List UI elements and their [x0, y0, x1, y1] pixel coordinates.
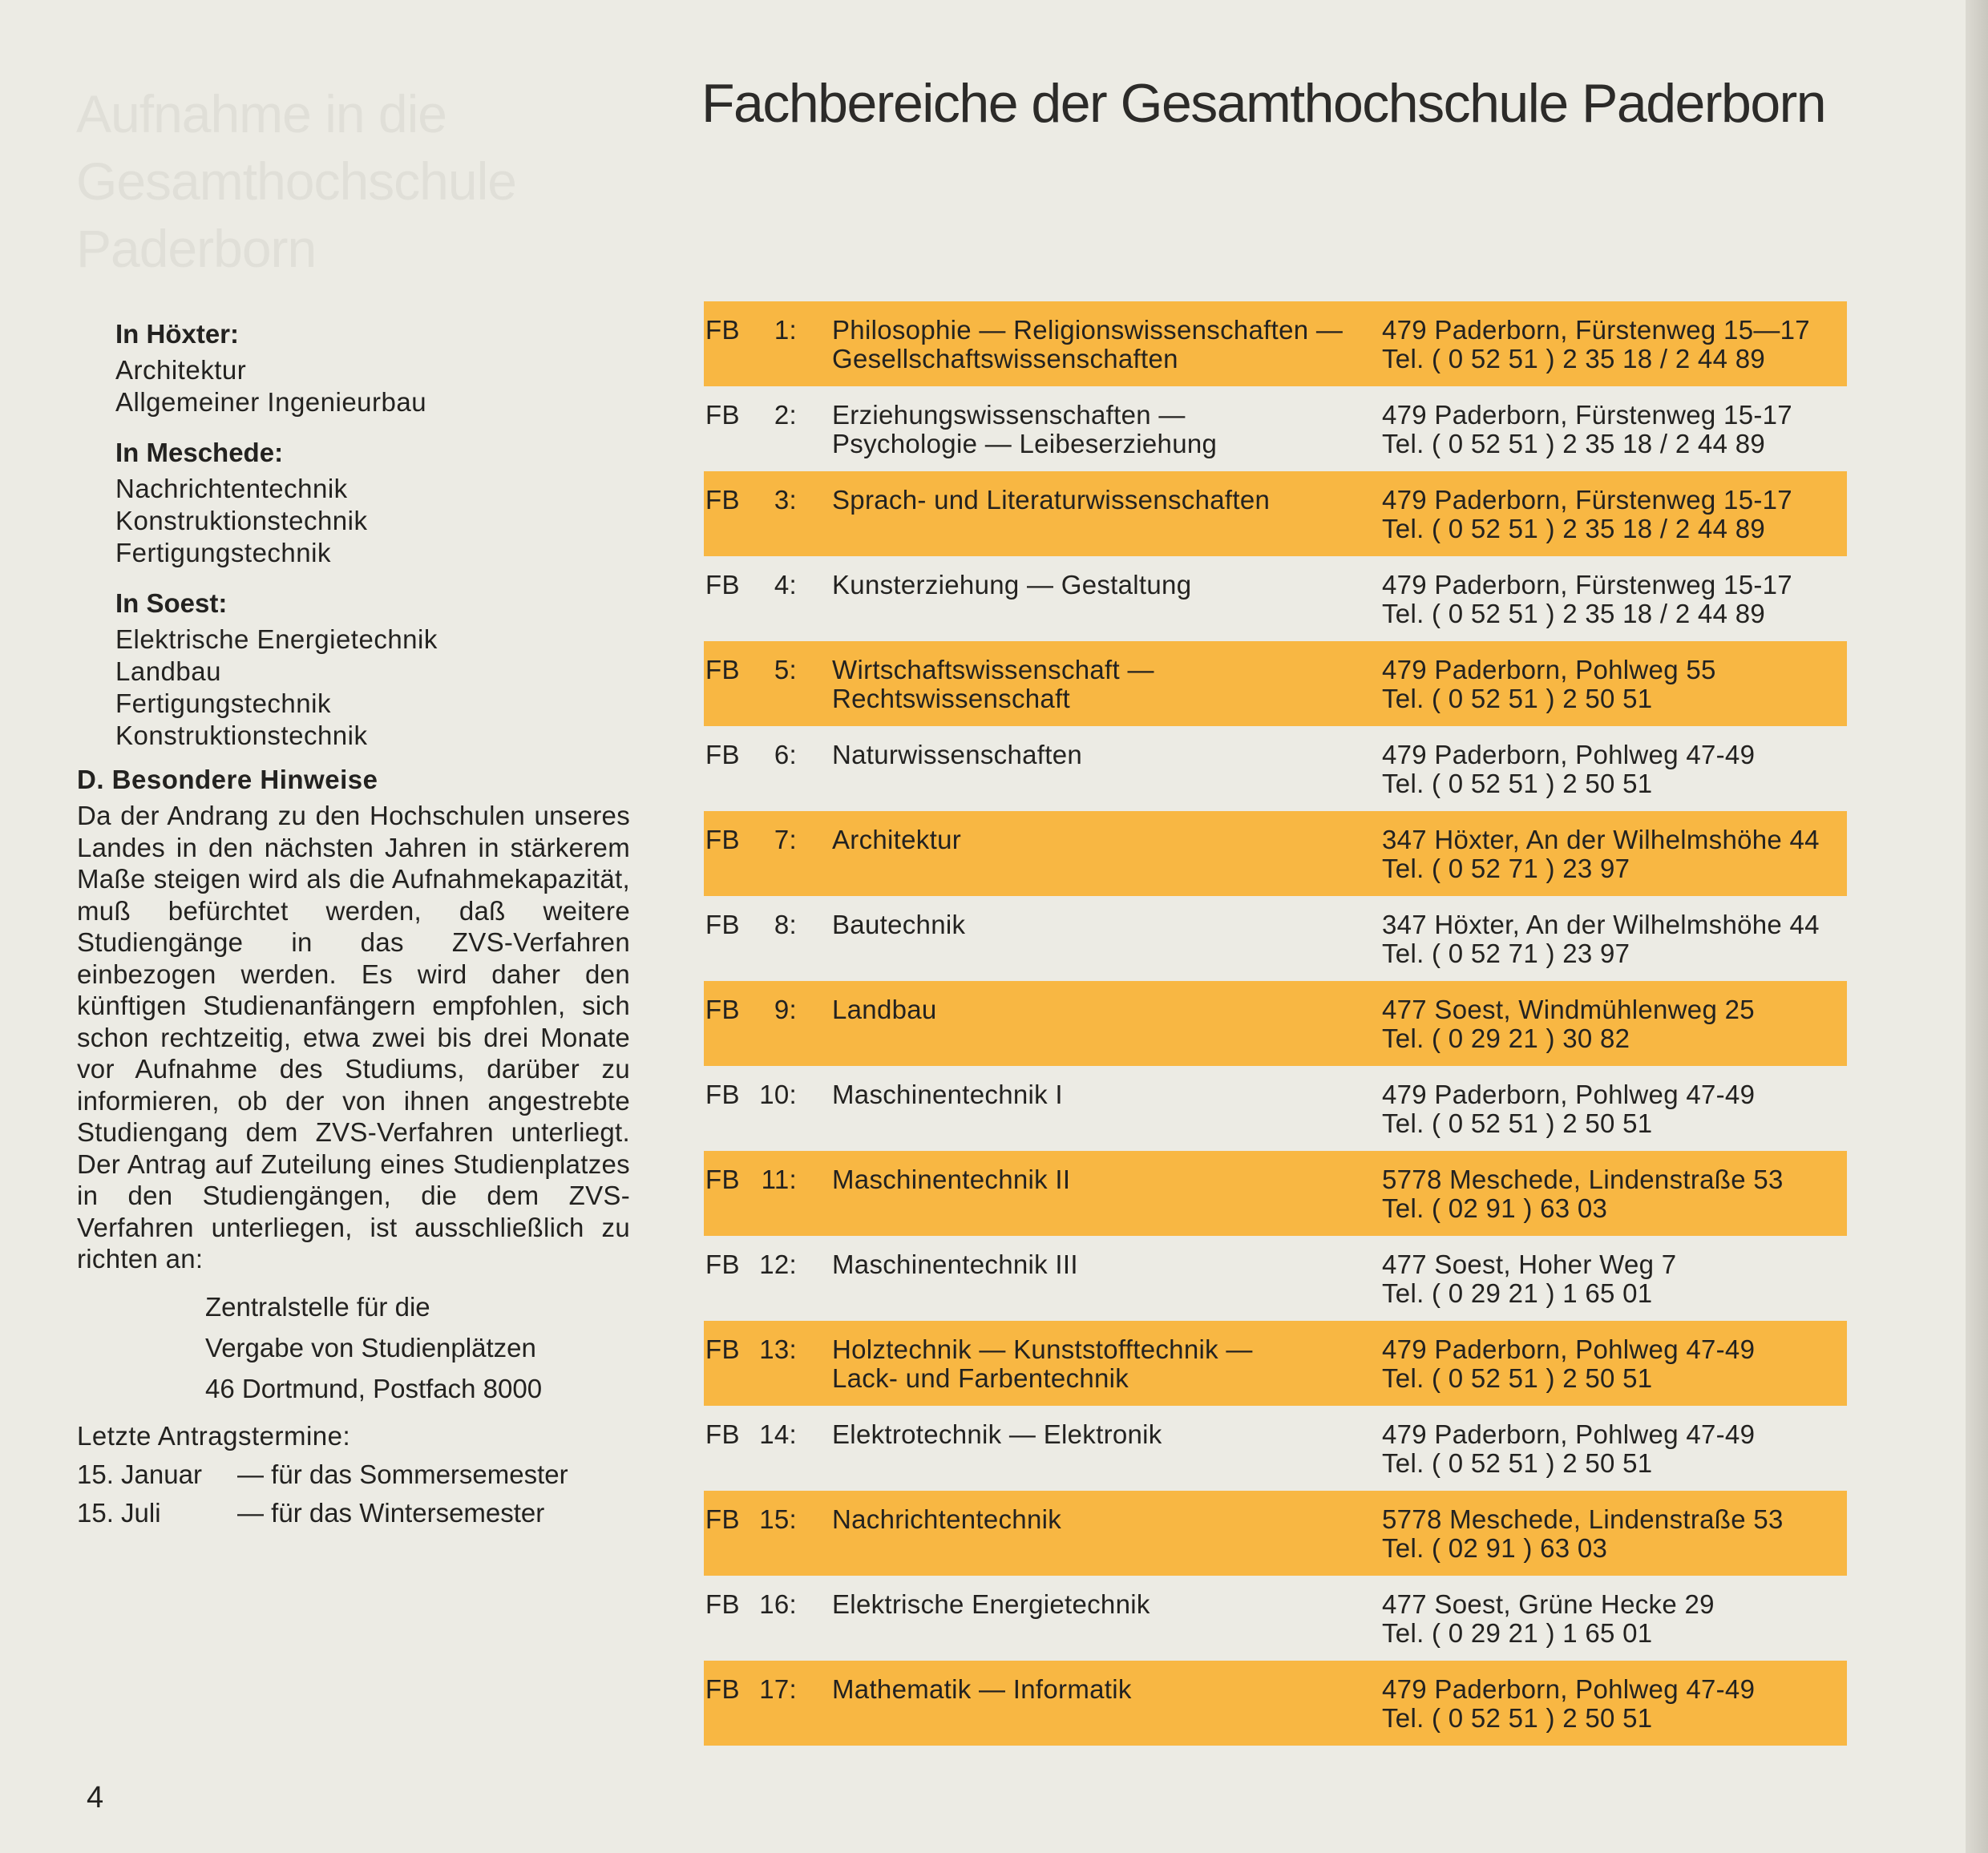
page-number: 4: [87, 1781, 104, 1815]
department-label-line: FB: [705, 315, 740, 345]
department-name-line: Mathematik — Informatik: [832, 1674, 1132, 1704]
department-address-line: Tel. ( 0 29 21 ) 30 82: [1382, 1023, 1630, 1053]
department-address: [1382, 741, 1847, 798]
deadline-text: — für das Sommersemester: [237, 1459, 568, 1489]
department-name: [832, 401, 1353, 458]
department-number-line: 7:: [774, 825, 797, 854]
department-address: [1382, 1505, 1847, 1563]
department-address: [1382, 826, 1847, 883]
department-number-line: 17:: [759, 1674, 797, 1704]
department-number: [747, 1250, 797, 1279]
department-name: [832, 910, 1353, 939]
department-name-line: Elektrotechnik — Elektronik: [832, 1419, 1162, 1449]
department-number-line: 4:: [774, 570, 797, 600]
department-label: [705, 571, 741, 600]
department-name-line: Naturwissenschaften: [832, 740, 1083, 769]
department-name-line: Erziehungswissenschaften —: [832, 400, 1186, 430]
department-name-line: Architektur: [832, 825, 962, 854]
department-name: [832, 741, 1353, 769]
department-number: [747, 1080, 797, 1109]
department-address-line: 479 Paderborn, Fürstenweg 15-17: [1382, 400, 1792, 430]
department-address-line: 479 Paderborn, Pohlweg 55: [1382, 655, 1716, 684]
department-address: [1382, 1250, 1847, 1308]
department-label: [705, 1250, 741, 1279]
department-label-line: FB: [705, 1504, 740, 1534]
department-number-line: 1:: [774, 315, 797, 345]
department-row: [704, 1321, 1847, 1406]
department-name: [832, 486, 1353, 515]
department-address-line: 479 Paderborn, Fürstenweg 15-17: [1382, 485, 1792, 515]
department-address: [1382, 571, 1847, 628]
department-number-line: 2:: [774, 400, 797, 430]
department-name-line: Rechtswissenschaft: [832, 684, 1071, 713]
department-address-line: Tel. ( 0 52 51 ) 2 50 51: [1382, 1363, 1653, 1393]
deadline-label: Letzte Antragstermine:: [77, 1420, 351, 1451]
department-address-line: Tel. ( 0 52 51 ) 2 50 51: [1382, 1448, 1653, 1478]
department-address-line: Tel. ( 0 52 51 ) 2 50 51: [1382, 1108, 1653, 1138]
department-address-line: Tel. ( 0 52 51 ) 2 50 51: [1382, 1703, 1653, 1733]
department-label: [705, 910, 741, 939]
location-subject: Fertigungstechnik: [115, 688, 331, 718]
department-row: [704, 1151, 1847, 1236]
department-label-line: FB: [705, 1249, 740, 1279]
department-number: [747, 741, 797, 769]
department-name: [832, 1590, 1353, 1619]
department-address-line: 347 Höxter, An der Wilhelmshöhe 44: [1382, 910, 1820, 939]
department-number: [747, 656, 797, 684]
department-address-line: 477 Soest, Windmühlenweg 25: [1382, 995, 1755, 1024]
department-number: [747, 486, 797, 515]
department-row: [704, 981, 1847, 1066]
department-address-line: 479 Paderborn, Pohlweg 47-49: [1382, 1334, 1756, 1364]
department-name: [832, 316, 1353, 373]
department-label: [705, 486, 741, 515]
department-name: [832, 1675, 1353, 1704]
department-label: [705, 1420, 741, 1449]
department-address: [1382, 995, 1847, 1053]
department-address-line: 347 Höxter, An der Wilhelmshöhe 44: [1382, 825, 1820, 854]
address-line: 46 Dortmund, Postfach 8000: [205, 1373, 543, 1403]
department-address-line: 477 Soest, Hoher Weg 7: [1382, 1249, 1677, 1279]
department-address-line: Tel. ( 0 52 71 ) 23 97: [1382, 854, 1630, 883]
department-row: [704, 811, 1847, 896]
department-address-line: Tel. ( 0 52 51 ) 2 35 18 / 2 44 89: [1382, 514, 1766, 543]
department-name-line: Elektrische Energietechnik: [832, 1589, 1150, 1619]
department-label: [705, 1590, 741, 1619]
department-label: [705, 656, 741, 684]
department-number: [747, 995, 797, 1024]
department-name-line: Maschinentechnik III: [832, 1249, 1078, 1279]
department-name-line: Holztechnik — Kunststofftechnik —: [832, 1334, 1253, 1364]
department-address-line: Tel. ( 0 52 51 ) 2 35 18 / 2 44 89: [1382, 599, 1766, 628]
department-name-line: Kunsterziehung — Gestaltung: [832, 570, 1192, 600]
department-address-line: 5778 Meschede, Lindenstraße 53: [1382, 1504, 1784, 1534]
department-address: [1382, 1420, 1847, 1478]
location-hoexter: [77, 314, 630, 418]
department-label-line: FB: [705, 655, 740, 684]
department-name: [832, 571, 1353, 600]
ghost-heading-line: Gesamthochschule: [76, 151, 516, 211]
department-number: [747, 1590, 797, 1619]
department-label: [705, 401, 741, 430]
department-address-line: Tel. ( 0 52 71 ) 23 97: [1382, 939, 1630, 968]
department-number-line: 3:: [774, 485, 797, 515]
location-subject: Fertigungstechnik: [115, 538, 331, 567]
location-subject: Architektur: [115, 355, 247, 385]
department-number: [747, 1165, 797, 1194]
department-label: [705, 826, 741, 854]
department-number: [747, 1420, 797, 1449]
address-line: Zentralstelle für die: [205, 1291, 430, 1322]
department-label-line: FB: [705, 1334, 740, 1364]
location-soest: [77, 583, 630, 752]
department-row: [704, 1491, 1847, 1576]
department-name: [832, 1250, 1353, 1279]
department-label: [705, 1165, 741, 1194]
department-label-line: FB: [705, 400, 740, 430]
department-address-line: 477 Soest, Grüne Hecke 29: [1382, 1589, 1715, 1619]
department-number: [747, 1505, 797, 1534]
department-name: [832, 1505, 1353, 1534]
department-address: [1382, 486, 1847, 543]
location-heading: In Soest:: [115, 588, 228, 618]
deadline-date: 15. Juli: [77, 1497, 161, 1528]
location-subject: Nachrichtentechnik: [115, 474, 348, 503]
department-name: [832, 1165, 1353, 1194]
department-number-line: 10:: [759, 1080, 797, 1109]
department-row: [704, 1066, 1847, 1151]
department-label-line: FB: [705, 485, 740, 515]
department-address-line: 5778 Meschede, Lindenstraße 53: [1382, 1165, 1784, 1194]
department-row: [704, 1661, 1847, 1746]
department-name: [832, 1335, 1353, 1393]
department-number-line: 8:: [774, 910, 797, 939]
department-label: [705, 316, 741, 345]
department-name-line: Philosophie — Religionswissenschaften —: [832, 315, 1344, 345]
department-number-line: 11:: [761, 1165, 797, 1194]
department-number-line: 6:: [774, 740, 797, 769]
department-name: [832, 826, 1353, 854]
ghost-heading-line: Aufnahme in die: [76, 84, 446, 143]
page-title: Fachbereiche der Gesamthochschule Paderborn: [701, 73, 1826, 134]
department-name-line: Landbau: [832, 995, 937, 1024]
department-number-line: 14:: [759, 1419, 797, 1449]
notes-heading: D. Besondere Hinweise: [77, 765, 378, 794]
department-address-line: Tel. ( 0 52 51 ) 2 50 51: [1382, 684, 1653, 713]
department-label-line: FB: [705, 1589, 740, 1619]
department-label-line: FB: [705, 1419, 740, 1449]
department-address-line: 479 Paderborn, Pohlweg 47-49: [1382, 1674, 1756, 1704]
department-address: [1382, 1590, 1847, 1648]
department-name: [832, 656, 1353, 713]
department-number: [747, 1675, 797, 1704]
zvs-address: [205, 1286, 630, 1409]
location-subject: Konstruktionstechnik: [115, 506, 368, 535]
location-heading: In Höxter:: [115, 319, 240, 349]
department-row: [704, 556, 1847, 641]
department-name-line: Psychologie — Leibeserziehung: [832, 429, 1218, 458]
department-label-line: FB: [705, 570, 740, 600]
department-address-line: Tel. ( 0 52 51 ) 2 35 18 / 2 44 89: [1382, 344, 1766, 373]
location-meschede: [77, 433, 630, 569]
deadline-date: 15. Januar: [77, 1459, 202, 1489]
department-row: [704, 726, 1847, 811]
department-number: [747, 571, 797, 600]
show-through-heading: [76, 80, 637, 282]
department-row: [704, 641, 1847, 726]
department-address: [1382, 910, 1847, 968]
department-number: [747, 1335, 797, 1364]
department-name-line: Sprach- und Literaturwissenschaften: [832, 485, 1271, 515]
department-address-line: Tel. ( 0 52 51 ) 2 35 18 / 2 44 89: [1382, 429, 1766, 458]
department-label: [705, 1505, 741, 1534]
department-label: [705, 1675, 741, 1704]
department-name: [832, 995, 1353, 1024]
department-address-line: Tel. ( 02 91 ) 63 03: [1382, 1533, 1608, 1563]
department-label: [705, 741, 741, 769]
department-label-line: FB: [705, 1165, 740, 1194]
department-row: [704, 896, 1847, 981]
department-address-line: 479 Paderborn, Pohlweg 47-49: [1382, 1080, 1756, 1109]
department-label-line: FB: [705, 1080, 740, 1109]
department-address-line: 479 Paderborn, Pohlweg 47-49: [1382, 1419, 1756, 1449]
department-row: [704, 471, 1847, 556]
department-name-line: Maschinentechnik I: [832, 1080, 1063, 1109]
department-number-line: 15:: [759, 1504, 797, 1534]
address-line: Vergabe von Studienplätzen: [205, 1332, 536, 1362]
notes-paragraph: Da der Andrang zu den Hochschulen unseres Landes in den nächsten Jahren in stärkerem Maße steigen wird als die Aufnahmekapazität, muß befürchtet werden, daß weitere Studiengänge in das ZVS-Verfahren einbezogen werden. Es wird daher den künftigen Studienanfängern empfohlen, sich schon rechtzeitig, etwa zwei bis drei Monate vor Aufnahme des Studiums, darüber zu informieren, ob der von ihnen angestrebte Studiengang dem ZVS-Verfahren unterliegt. Der Antrag auf Zuteilung eines Studienplatzes in den Studiengängen, die dem ZVS-Verfahren unterliegen, ist ausschließlich zu richten an:: [77, 801, 630, 1274]
location-heading: In Meschede:: [115, 438, 284, 467]
location-subject: Allgemeiner Ingenieurbau: [115, 387, 427, 417]
department-number: [747, 401, 797, 430]
department-number-line: 12:: [759, 1249, 797, 1279]
department-label-line: FB: [705, 995, 740, 1024]
department-address-line: 479 Paderborn, Fürstenweg 15-17: [1382, 570, 1792, 600]
department-address: [1382, 401, 1847, 458]
department-address-line: 479 Paderborn, Pohlweg 47-49: [1382, 740, 1756, 769]
location-subject: Landbau: [115, 656, 221, 686]
department-name: [832, 1420, 1353, 1449]
department-number-line: 9:: [774, 995, 797, 1024]
department-label-line: FB: [705, 910, 740, 939]
department-address-line: Tel. ( 0 29 21 ) 1 65 01: [1382, 1278, 1653, 1308]
department-number-line: 5:: [774, 655, 797, 684]
deadline-text: — für das Wintersemester: [237, 1497, 545, 1528]
department-label: [705, 1080, 741, 1109]
left-column: [77, 314, 630, 1532]
department-row: [704, 1406, 1847, 1491]
department-label: [705, 1335, 741, 1364]
department-name: [832, 1080, 1353, 1109]
department-row: [704, 301, 1847, 386]
department-address: [1382, 316, 1847, 373]
department-name-line: Bautechnik: [832, 910, 966, 939]
page-edge: [1966, 0, 1988, 1853]
ghost-heading-line: Paderborn: [76, 219, 317, 278]
department-name-line: Maschinentechnik II: [832, 1165, 1071, 1194]
department-name-line: Lack- und Farbentechnik: [832, 1363, 1129, 1393]
department-address: [1382, 1335, 1847, 1393]
department-number: [747, 316, 797, 345]
location-subject: Konstruktionstechnik: [115, 721, 368, 750]
department-number-line: 13:: [759, 1334, 797, 1364]
department-address-line: Tel. ( 0 29 21 ) 1 65 01: [1382, 1618, 1653, 1648]
department-address: [1382, 1675, 1847, 1733]
department-label: [705, 995, 741, 1024]
department-row: [704, 1576, 1847, 1661]
department-number: [747, 910, 797, 939]
department-row: [704, 386, 1847, 471]
department-label-line: FB: [705, 740, 740, 769]
department-label-line: FB: [705, 825, 740, 854]
department-address: [1382, 1080, 1847, 1138]
department-row: [704, 1236, 1847, 1321]
department-label-line: FB: [705, 1674, 740, 1704]
department-name-line: Wirtschaftswissenschaft —: [832, 655, 1154, 684]
deadline-row: [77, 1455, 630, 1494]
department-address-line: Tel. ( 0 52 51 ) 2 50 51: [1382, 769, 1653, 798]
location-subject: Elektrische Energietechnik: [115, 624, 438, 654]
department-address: [1382, 1165, 1847, 1223]
deadline-row: [77, 1494, 630, 1532]
department-name-line: Gesellschaftswissenschaften: [832, 344, 1178, 373]
department-address-line: 479 Paderborn, Fürstenweg 15—17: [1382, 315, 1810, 345]
departments-table: [704, 301, 1847, 1746]
department-name-line: Nachrichtentechnik: [832, 1504, 1062, 1534]
department-address-line: Tel. ( 02 91 ) 63 03: [1382, 1193, 1608, 1223]
department-number: [747, 826, 797, 854]
department-number-line: 16:: [759, 1589, 797, 1619]
department-address: [1382, 656, 1847, 713]
